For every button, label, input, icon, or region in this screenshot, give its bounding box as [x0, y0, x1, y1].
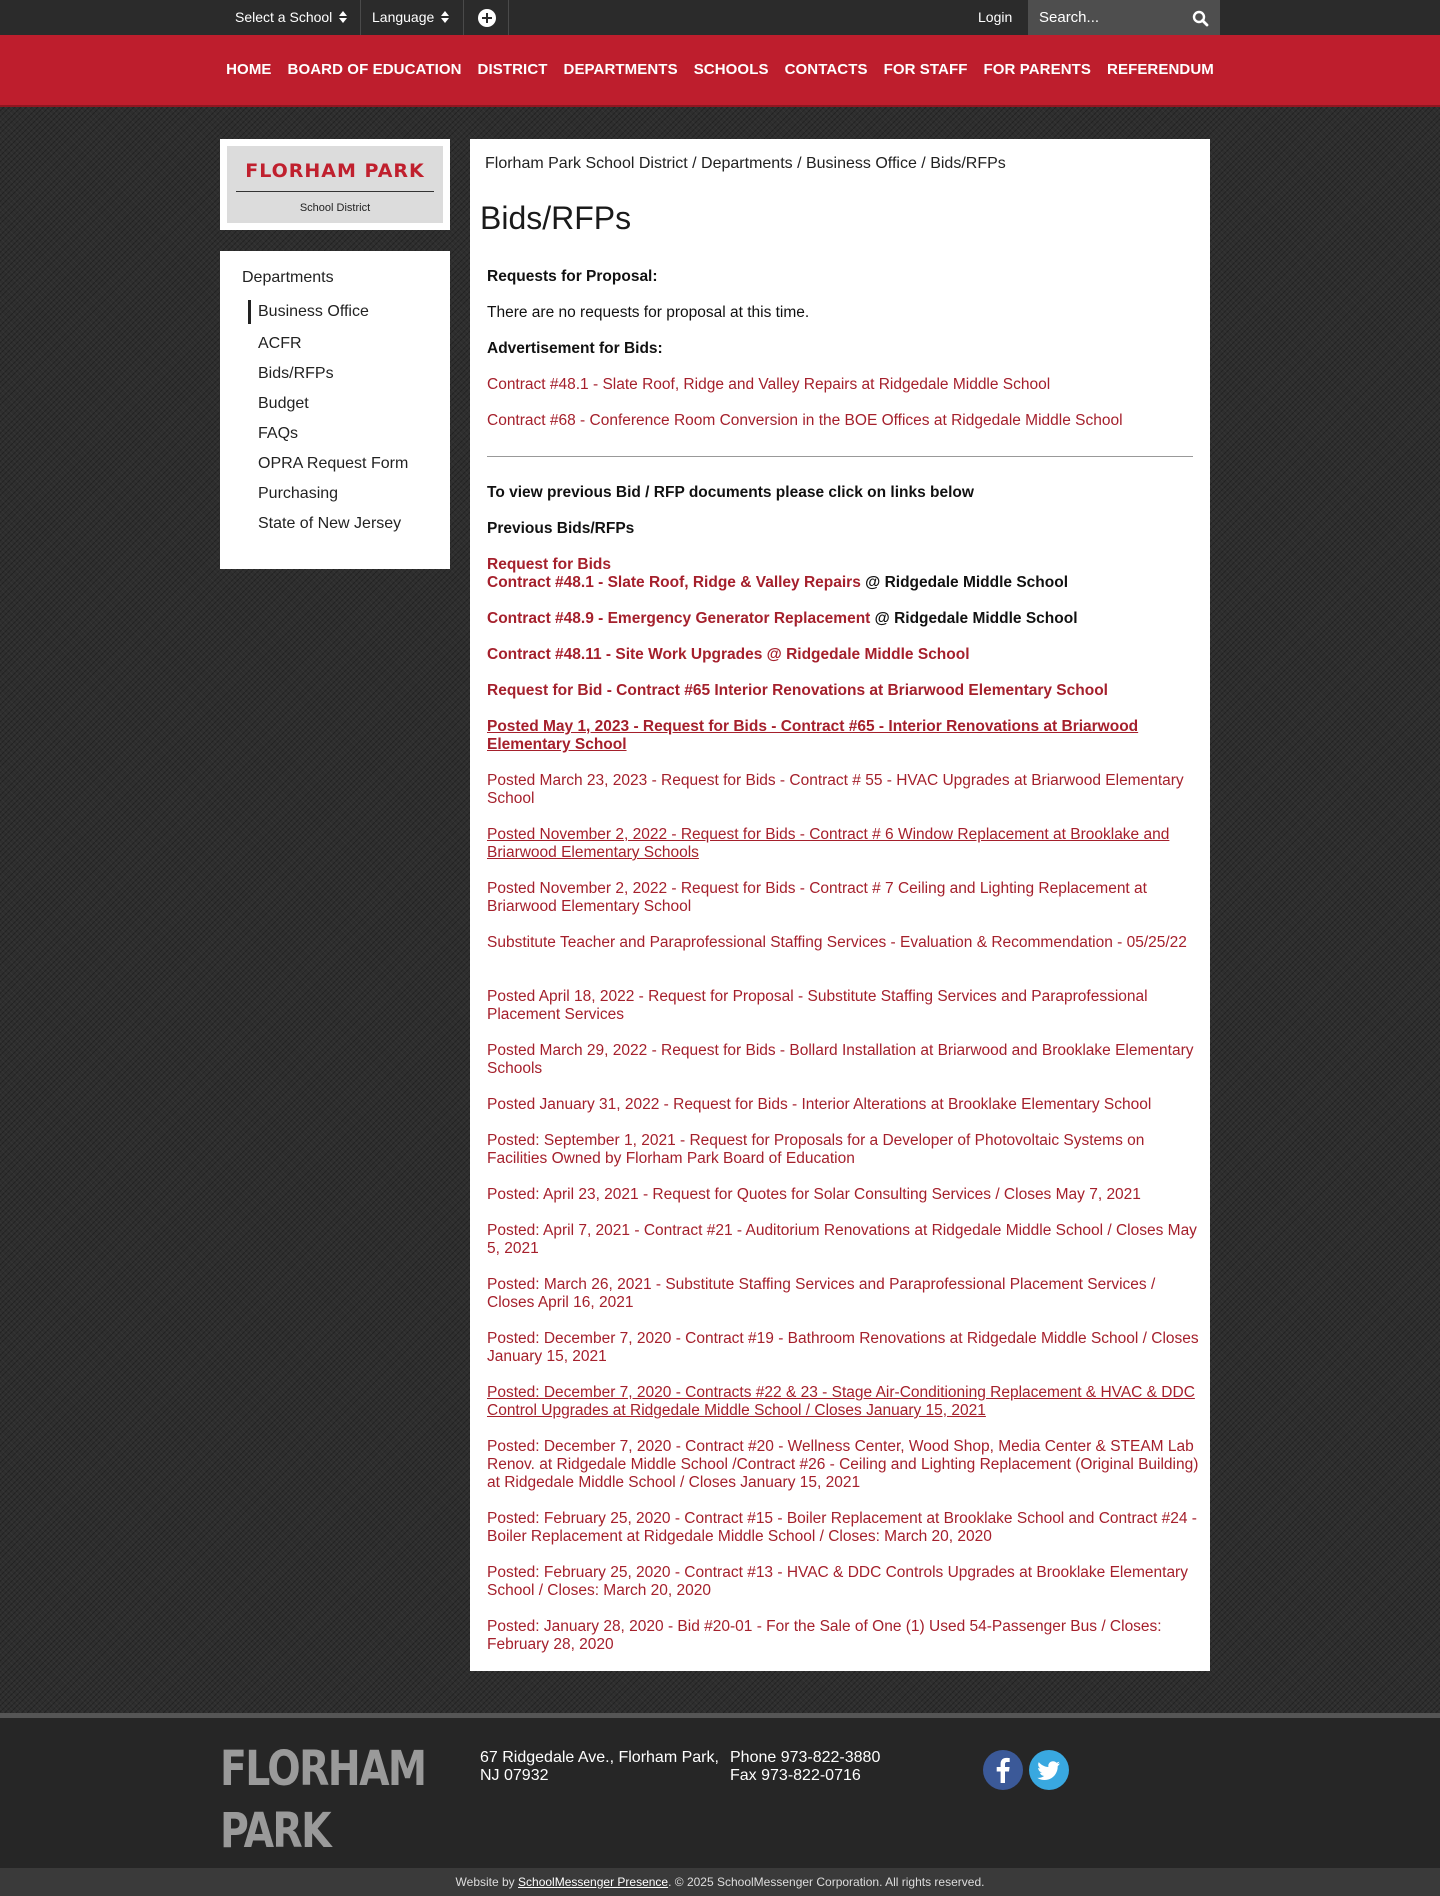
- sidebar-item-business-office[interactable]: Business Office: [248, 300, 369, 324]
- logo-title: FLORHAM PARK: [245, 160, 425, 182]
- sidebar-item-state-of-new-jersey[interactable]: State of New Jersey: [258, 515, 402, 532]
- sort-icon: [441, 11, 449, 23]
- sidebar-item-bids-rfps[interactable]: Bids/RFPs: [258, 365, 334, 382]
- contract-48-9-row: [487, 610, 1199, 628]
- language-dropdown[interactable]: [372, 0, 449, 35]
- twitter-icon[interactable]: [1029, 1750, 1069, 1790]
- language-label: Language: [372, 9, 435, 25]
- nav-list: [0, 35, 1440, 105]
- previous-bid-link[interactable]: Posted March 23, 2023 - Request for Bids - Contract # 55 - HVAC Upgrades at Briarwood Elementary School: [487, 772, 1184, 807]
- divider: [463, 0, 464, 35]
- footer-contact: [730, 1749, 880, 1785]
- logo-subtitle: School District: [299, 202, 371, 214]
- footer-fax: Fax 973-822-0716: [730, 1767, 861, 1784]
- nav-board-of-education[interactable]: BOARD OF EDUCATION: [287, 61, 462, 78]
- select-school-label: Select a School: [235, 9, 333, 25]
- previous-bid-link[interactable]: Posted November 2, 2022 - Request for Bids - Contract # 7 Ceiling and Lighting Replacement at Briarwood Elementary School: [487, 880, 1147, 915]
- previous-bid-link[interactable]: Posted: March 26, 2021 - Substitute Staffing Services and Paraprofessional Placement Services / Closes April 16, 2021: [487, 1276, 1156, 1311]
- ad-link[interactable]: Contract #48.1 - Slate Roof, Ridge and Valley Repairs at Ridgedale Middle School: [487, 376, 1051, 393]
- previous-bid-link[interactable]: Posted November 2, 2022 - Request for Bids - Contract # 6 Window Replacement at Brooklake and Briarwood Elementary Schools: [487, 826, 1170, 861]
- search-box: [1028, 0, 1220, 35]
- divider: [508, 0, 509, 35]
- nav-schools[interactable]: SCHOOLS: [693, 61, 769, 78]
- facebook-icon[interactable]: [983, 1750, 1023, 1790]
- request-for-bids-link[interactable]: Request for Bids: [487, 556, 612, 573]
- previous-bid-link[interactable]: Posted: April 23, 2021 - Request for Quotes for Solar Consulting Services / Closes May 7, 2021: [487, 1186, 1141, 1203]
- rfp-heading: Requests for Proposal:: [487, 268, 658, 285]
- nav-home[interactable]: HOME: [226, 61, 272, 78]
- ad-link[interactable]: Contract #68 - Conference Room Conversion in the BOE Offices at Ridgedale Middle School: [487, 412, 1123, 429]
- main-content: [470, 139, 1210, 1671]
- previous-bid-link[interactable]: Posted April 18, 2022 - Request for Proposal - Substitute Staffing Services and Paraprofessional Placement Services: [487, 988, 1148, 1023]
- copyright-text: [0, 1868, 1440, 1896]
- nav-contacts[interactable]: CONTACTS: [784, 61, 868, 78]
- nav-district[interactable]: DISTRICT: [477, 61, 548, 78]
- divider: [360, 0, 361, 35]
- district-logo: [227, 146, 443, 223]
- previous-bid-link[interactable]: Posted: December 7, 2020 - Contracts #22 & 23 - Stage Air-Conditioning Replacement & HVAC & DDC Control Upgrades at Ridgedale Middle School / Closes January 15, 2021: [487, 1384, 1195, 1419]
- logo-divider: [236, 191, 434, 192]
- contract-65-posted-link[interactable]: Posted May 1, 2023 - Request for Bids - Contract #65 - Interior Renovations at Briarwood Elementary School: [487, 718, 1139, 753]
- nav-referendum[interactable]: REFERENDUM: [1107, 61, 1214, 78]
- copyright-suffix: . © 2025 SchoolMessenger Corporation. All rights reserved.: [668, 1875, 985, 1889]
- previous-bid-link[interactable]: Posted: January 28, 2020 - Bid #20-01 - For the Sale of One (1) Used 54-Passenger Bus / Closes: February 28, 2020: [487, 1618, 1162, 1653]
- login-link[interactable]: Login: [978, 9, 1013, 25]
- contract-48-1-location: @ Ridgedale Middle School: [860, 574, 1069, 591]
- sidebar-item-opra-request-form[interactable]: OPRA Request Form: [258, 455, 409, 472]
- search-input[interactable]: [1028, 0, 1188, 35]
- district-logo-card[interactable]: [220, 139, 450, 230]
- footer-phone: Phone 973-822-3880: [730, 1749, 881, 1766]
- main-nav: [0, 35, 1440, 107]
- copyright-bar: [0, 1868, 1440, 1896]
- nav-departments[interactable]: DEPARTMENTS: [563, 61, 678, 78]
- contract-65-bid-link[interactable]: Request for Bid - Contract #65 Interior Renovations at Briarwood Elementary School: [487, 682, 1108, 699]
- address-line: 67 Ridgedale Ave., Florham Park,: [480, 1749, 719, 1766]
- previous-bid-link[interactable]: Posted: February 25, 2020 - Contract #13 - HVAC & DDC Controls Upgrades at Brooklake Elementary School / Closes: March 20, 2020: [487, 1564, 1188, 1599]
- footer: [0, 1718, 1440, 1868]
- sidebar-nav: [220, 251, 450, 569]
- previous-bid-link[interactable]: Posted January 31, 2022 - Request for Bids - Interior Alterations at Brooklake Elementary School: [487, 1096, 1152, 1113]
- sidebar-item-faqs[interactable]: FAQs: [258, 425, 299, 442]
- previous-bid-link[interactable]: Posted: December 7, 2020 - Contract #19 - Bathroom Renovations at Ridgedale Middle School / Closes January 15, 2021: [487, 1330, 1199, 1365]
- schoolmessenger-link[interactable]: SchoolMessenger Presence: [518, 1875, 669, 1889]
- footer-address: [480, 1749, 719, 1785]
- breadcrumb[interactable]: Florham Park School District / Departments / Business Office / Bids/RFPs: [485, 155, 1006, 172]
- ads-heading: Advertisement for Bids:: [487, 340, 663, 357]
- contract-48-9-link[interactable]: Contract #48.9 - Emergency Generator Replacement: [487, 610, 871, 627]
- sidebar-item-acfr[interactable]: ACFR: [258, 335, 302, 352]
- page-title: Bids/RFPs: [480, 200, 632, 236]
- previous-bid-link[interactable]: Posted March 29, 2022 - Request for Bids - Bollard Installation at Briarwood and Brooklake Elementary Schools: [487, 1042, 1194, 1077]
- search-icon[interactable]: [1192, 10, 1209, 27]
- contract-48-1-link[interactable]: Contract #48.1 - Slate Roof, Ridge & Valley Repairs: [487, 574, 861, 591]
- previous-bid-link[interactable]: Posted: September 1, 2021 - Request for Proposals for a Developer of Photovoltaic Systems on Facilities Owned by Florham Park Board of Education: [487, 1132, 1145, 1167]
- request-for-bids-group: [487, 556, 1199, 592]
- previous-heading: Previous Bids/RFPs: [487, 520, 635, 537]
- sidebar-item-budget[interactable]: Budget: [258, 395, 309, 412]
- nav-for-staff[interactable]: FOR STAFF: [883, 61, 968, 78]
- sidebar-item-purchasing[interactable]: Purchasing: [258, 485, 339, 502]
- contract-48-11-link[interactable]: Contract #48.11 - Site Work Upgrades @ Ridgedale Middle School: [487, 646, 970, 663]
- footer-logo-line: FLORHAM: [220, 1741, 426, 1797]
- copyright-prefix: Website by: [455, 1875, 519, 1889]
- previous-bid-link[interactable]: Substitute Teacher and Paraprofessional Staffing Services - Evaluation & Recommendation - 05/25/22: [487, 934, 1187, 951]
- sort-icon: [339, 11, 347, 23]
- previous-bid-link[interactable]: Posted: April 7, 2021 - Contract #21 - Auditorium Renovations at Ridgedale Middle School / Closes May 5, 2021: [487, 1222, 1197, 1257]
- divider: [487, 456, 1193, 457]
- plus-circle-icon[interactable]: [478, 9, 496, 27]
- previous-intro: To view previous Bid / RFP documents please click on links below: [487, 484, 974, 501]
- contract-48-9-location: @ Ridgedale Middle School: [870, 610, 1078, 627]
- sidebar-heading-departments[interactable]: Departments: [242, 269, 334, 286]
- select-school-dropdown[interactable]: [235, 0, 347, 35]
- footer-logo[interactable]: [220, 1738, 426, 1862]
- previous-bid-link[interactable]: Posted: December 7, 2020 - Contract #20 - Wellness Center, Wood Shop, Media Center & STEAM Lab Renov. at Ridgedale Middle School /Contract #26 - Ceiling and Lighting Replacement (Original Building) at Ridgedale Middle School / Closes January 15, 2021: [487, 1438, 1199, 1491]
- previous-bid-link[interactable]: Posted: February 25, 2020 - Contract #15 - Boiler Replacement at Brooklake School and Contract #24 - Boiler Replacement at Ridgedale Middle School / Closes: March 20, 2020: [487, 1510, 1197, 1545]
- address-line: NJ 07932: [480, 1767, 549, 1784]
- nav-for-parents[interactable]: FOR PARENTS: [983, 61, 1092, 78]
- footer-logo-line: PARK: [220, 1803, 330, 1859]
- rfp-none-text: There are no requests for proposal at this time.: [487, 304, 810, 321]
- utility-bar: [0, 0, 1440, 35]
